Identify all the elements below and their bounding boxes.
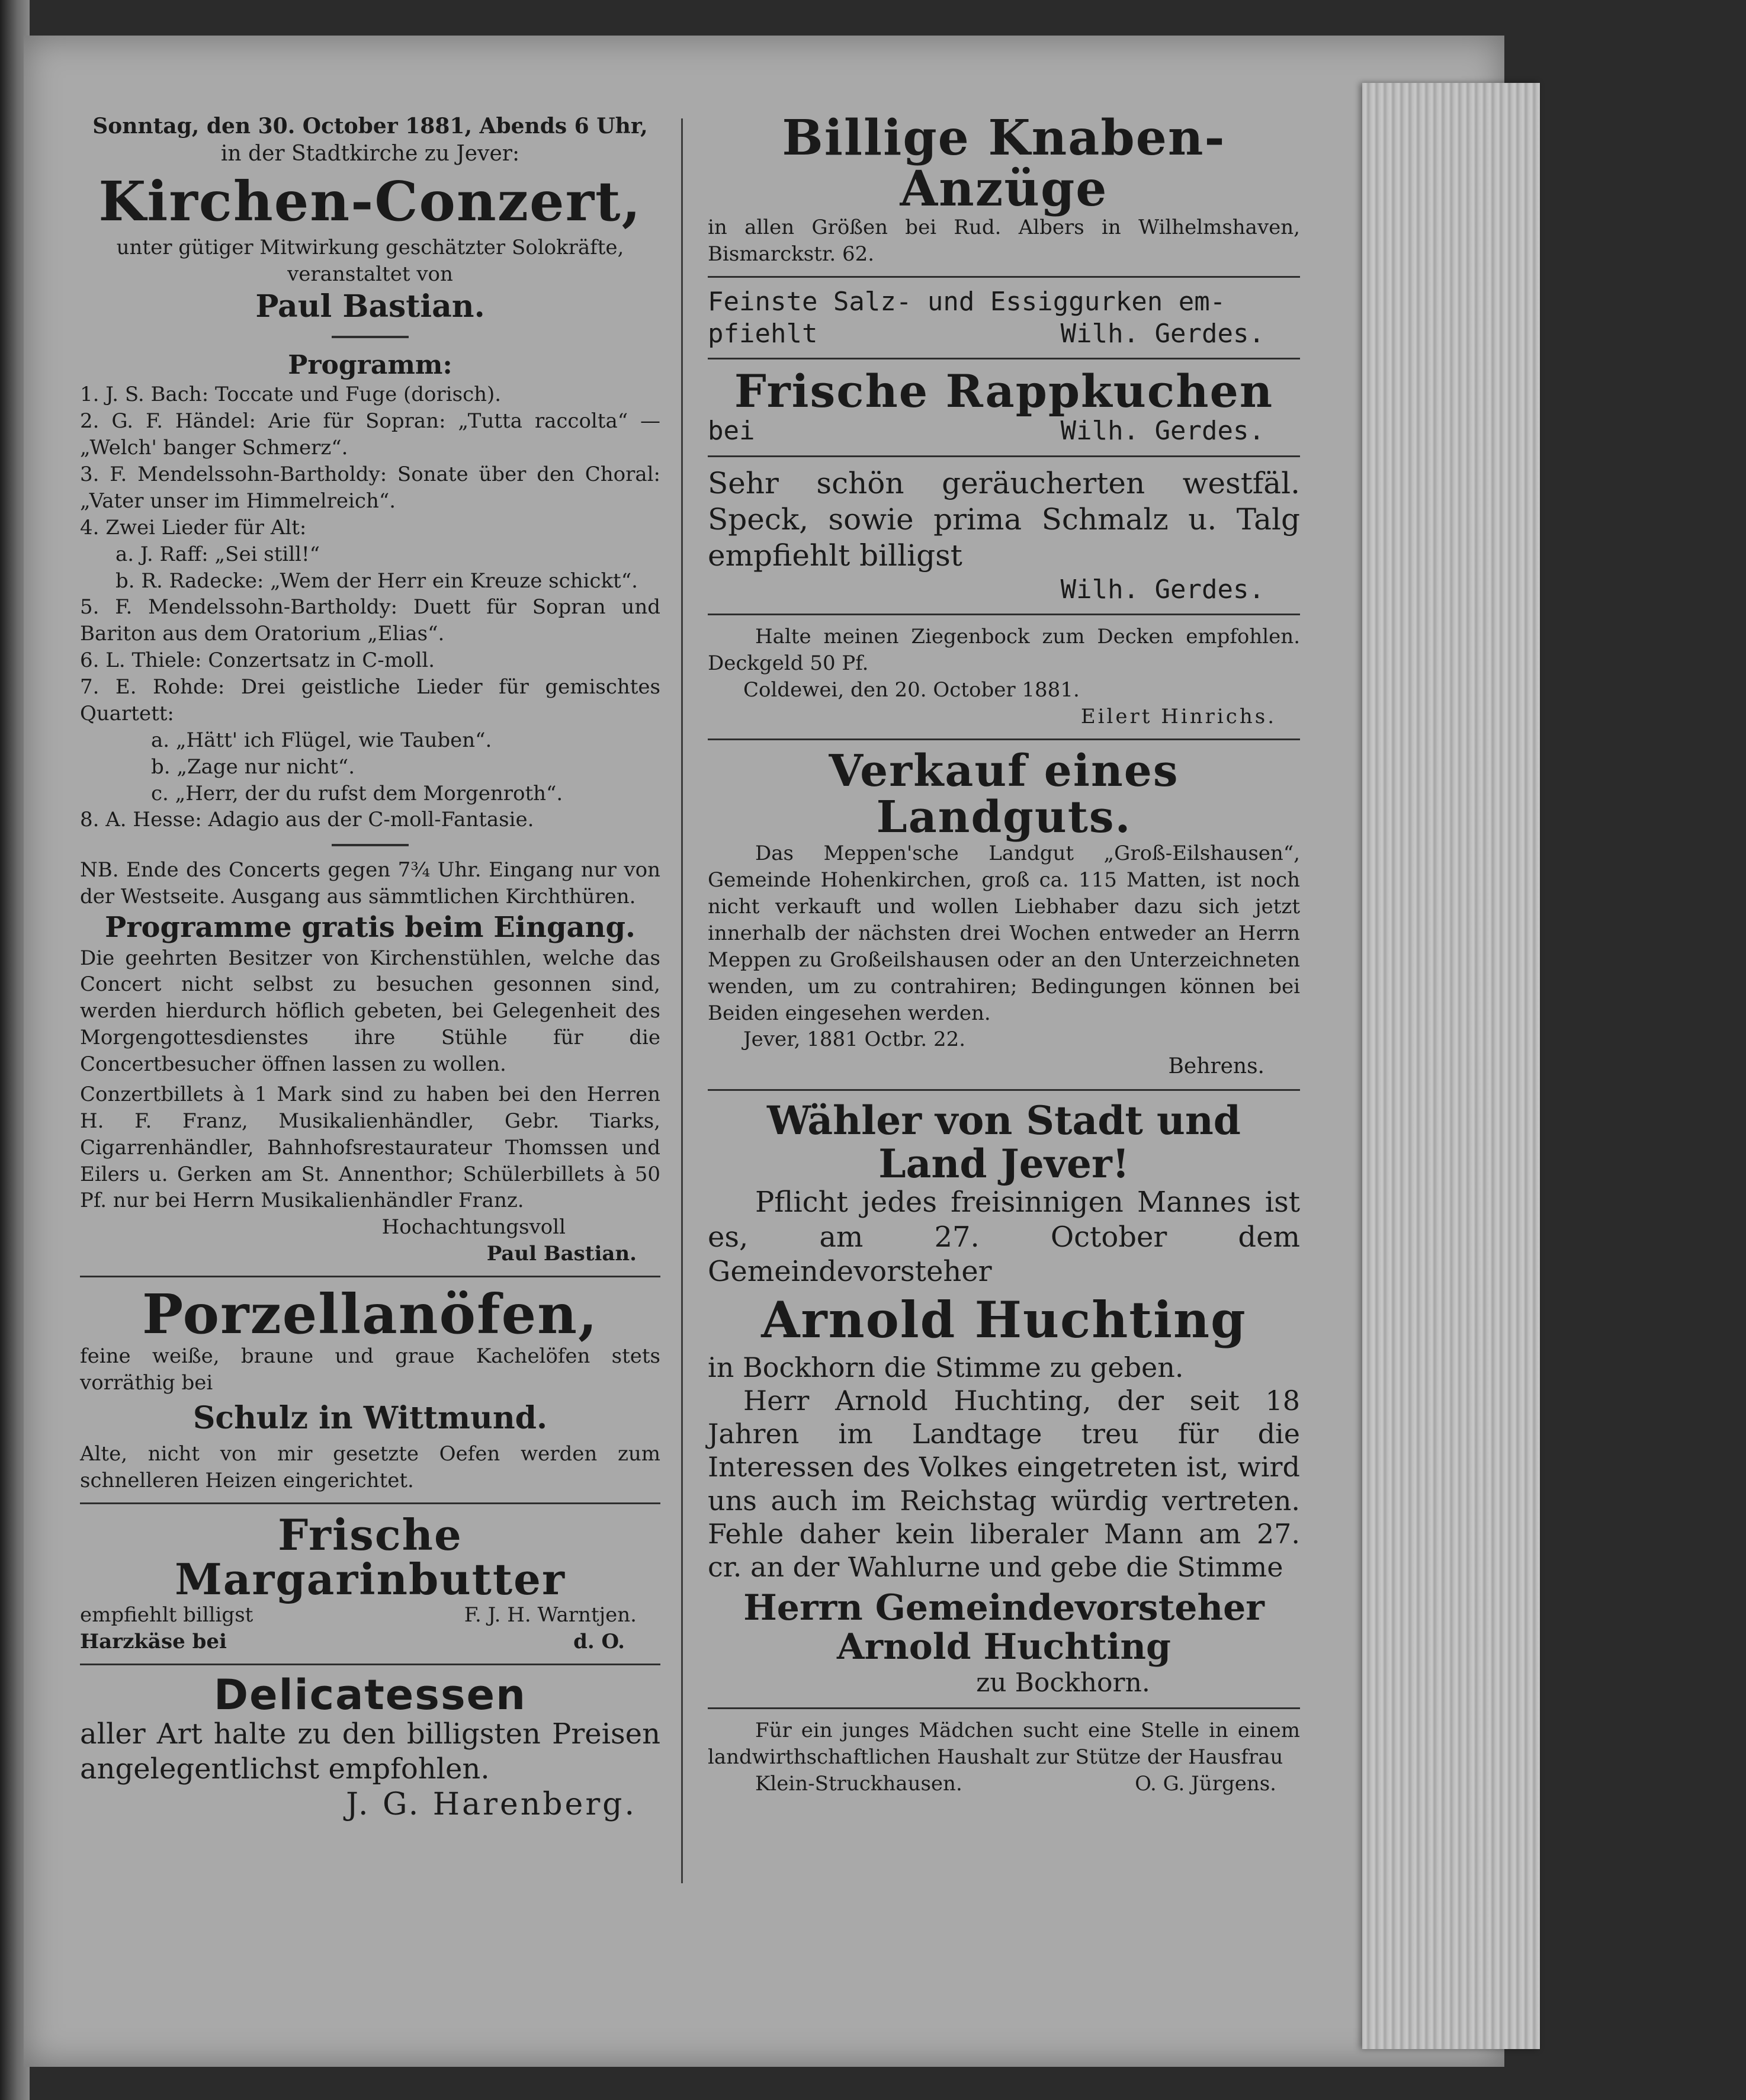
- landgut-place-date: Jever, 1881 Octbr. 22.: [743, 1027, 966, 1052]
- separator-rule: [708, 358, 1300, 359]
- delicatessen-title: Delicatessen: [214, 1670, 527, 1719]
- gurken-line1: Feinste Salz- und Essiggurken em-: [708, 286, 1226, 317]
- knaben-text: in allen Größen bei Rud. Albers in Wilhelmshaven, Bismarckstr. 62.: [708, 216, 1300, 266]
- concert-nb: NB. Ende des Concerts gegen 7¾ Uhr. Eingang nur von der Westseite. Ausgang aus sämmtlichen Kirchthüren.: [80, 858, 660, 909]
- landgut-text: Das Meppen'sche Landgut „Groß-Eilshausen“, Gemeinde Hohenkirchen, groß ca. 115 Matten, ist noch nicht verkauft und wollen Liebhaber dazu sich jetzt innerhalb der nächsten drei Wochen entweder an Herrn Meppen zu Großeilshausen oder an den Unterzeichneten wenden, um zu contrahiren; Bedingungen können bei Beiden eingesehen werden.: [708, 842, 1300, 1025]
- separator-rule: [708, 738, 1300, 740]
- knaben-title: Billige Knaben-Anzüge: [782, 110, 1226, 218]
- programme-gratis: Programme gratis beim Eingang.: [105, 911, 636, 944]
- maedchen-ad: [708, 1717, 1300, 1797]
- waehler-title1: Wähler von Stadt und: [767, 1097, 1241, 1144]
- separator-rule: [708, 614, 1300, 615]
- waehler-name: Arnold Huchting: [761, 1290, 1247, 1349]
- porzellan-seller: Schulz in Wittmund.: [192, 1400, 548, 1437]
- short-rule: [332, 336, 409, 338]
- waehler-closing3: zu Bockhorn.: [976, 1667, 1150, 1698]
- concert-sub1: unter gütiger Mitwirkung geschätzter Solokräfte,: [116, 236, 624, 260]
- concert-place-line: in der Stadtkirche zu Jever:: [220, 141, 520, 166]
- speck-seller: Wilh. Gerdes.: [1060, 574, 1264, 605]
- speck-text: Sehr schön geräucherten westfäl. Speck, sowie prima Schmalz u. Talg empfiehlt billigst: [708, 465, 1300, 573]
- waehler-text3: Herr Arnold Huchting, der seit 18 Jahren im Landtage treu für die Interessen des Volkes eingetreten ist, wird uns auch im Reichstag würdig vertreten. Fehle daher kein liberaler Mann am 27. cr. an der Wahlurne und gebe die Stimme: [708, 1385, 1300, 1583]
- rappkuchen-line-right: Wilh. Gerdes.: [1060, 416, 1264, 447]
- program-item: 7. E. Rohde: Drei geistliche Lieder für gemischtes Quartett:: [80, 675, 660, 725]
- program-item: 1. J. S. Bach: Toccate und Fuge (dorisch).: [80, 383, 502, 407]
- margarine-line2-right: d. O.: [573, 1629, 625, 1653]
- maedchen-signature: O. G. Jürgens.: [1135, 1771, 1276, 1796]
- book-page-edges: [1362, 83, 1540, 2049]
- speck-ad: [708, 465, 1300, 606]
- separator-rule: [80, 1664, 660, 1665]
- program-item: 8. A. Hesse: Adagio aus der C-moll-Fantasie.: [80, 808, 534, 832]
- rappkuchen-ad: [708, 365, 1300, 447]
- gurken-line2-right: Wilh. Gerdes.: [1060, 318, 1264, 349]
- concert-owners-text: Die geehrten Besitzer von Kirchenstühlen, welche das Concert nicht selbst zu besuchen gesonnen sind, werden hierdurch höflich gebeten, bei Gelegenheit des Morgengottesdienstes ihre Stühle für die Concertbesucher öffnen lassen zu wollen.: [80, 946, 660, 1077]
- rappkuchen-title: Frische Rappkuchen: [734, 365, 1274, 418]
- program-item: 5. F. Mendelssohn-Bartholdy: Duett für Sopran und Bariton aus dem Oratorium „Elias“.: [80, 595, 660, 646]
- ziegenbock-ad: [708, 624, 1300, 730]
- right-column: [708, 110, 1300, 1797]
- program-subitem: b. R. Radecke: „Wem der Herr ein Kreuze schickt“.: [115, 569, 638, 593]
- left-column: [80, 113, 660, 1824]
- program-item: 4. Zwei Lieder für Alt:: [80, 515, 307, 540]
- gurken-line2: [708, 318, 1300, 350]
- separator-rule: [708, 1707, 1300, 1709]
- program-item: 3. F. Mendelssohn-Bartholdy: Sonate über den Choral: „Vater unser im Himmelreich“.: [80, 463, 660, 513]
- program-subitem: b. „Zage nur nicht“.: [151, 754, 355, 779]
- delicatessen-ad: [80, 1670, 660, 1824]
- separator-rule: [708, 1089, 1300, 1091]
- program-subitem: a. „Hätt' ich Flügel, wie Tauben“.: [151, 728, 492, 752]
- maedchen-place: Klein-Struckhausen.: [755, 1771, 962, 1796]
- margarine-title: Frische Margarinbutter: [175, 1509, 566, 1605]
- separator-rule: [80, 1276, 660, 1277]
- ziegenbock-signature: Eilert Hinrichs.: [1080, 705, 1276, 729]
- landgut-ad: [708, 745, 1300, 1081]
- separator-rule: [708, 455, 1300, 457]
- margarine-line2: [80, 1629, 660, 1655]
- margarine-ad: [80, 1509, 660, 1655]
- margarine-line1-right: F. J. H. Warntjen.: [464, 1603, 637, 1627]
- separator-rule: [80, 1502, 660, 1504]
- rappkuchen-line-left: bei: [708, 416, 755, 447]
- waehler-ad: [708, 1099, 1300, 1699]
- waehler-text2: in Bockhorn die Stimme zu geben.: [708, 1351, 1184, 1384]
- rappkuchen-line: [708, 415, 1300, 447]
- concert-signature: Paul Bastian.: [486, 1242, 637, 1266]
- margarine-line1: [80, 1602, 660, 1629]
- separator-rule: [708, 276, 1300, 278]
- concert-title: Kirchen-Conzert,: [98, 169, 642, 233]
- ziegenbock-place-date: Coldewei, den 20. October 1881.: [743, 678, 1080, 702]
- margarine-line1-left: empfiehlt billigst: [80, 1603, 253, 1627]
- knaben-ad: [708, 110, 1300, 268]
- margarine-line2-left: Harzkäse bei: [80, 1629, 227, 1653]
- concert-date-line: Sonntag, den 30. October 1881, Abends 6 Uhr,: [92, 114, 648, 139]
- concert-organizer: Paul Bastian.: [255, 288, 485, 325]
- delicatessen-text: aller Art halte zu den billigsten Preisen angelegentlichst empfohlen.: [80, 1717, 660, 1786]
- landgut-signature: Behrens.: [1168, 1054, 1264, 1079]
- waehler-closing1: Herrn Gemeindevorsteher: [743, 1587, 1264, 1629]
- program-list: [80, 381, 660, 833]
- porzellan-title: Porzellanöfen,: [142, 1282, 599, 1347]
- gurken-line2-left: pfiehlt: [708, 318, 818, 349]
- delicatessen-seller: J. G. Harenberg.: [346, 1787, 637, 1823]
- program-item: 6. L. Thiele: Conzertsatz in C-moll.: [80, 648, 435, 673]
- concert-ad: [80, 113, 660, 1267]
- porzellan-text: feine weiße, braune und graue Kachelöfen stets vorräthig bei: [80, 1344, 660, 1395]
- program-subitem: c. „Herr, der du rufst dem Morgenroth“.: [151, 781, 563, 805]
- porzellan-note: Alte, nicht von mir gesetzte Oefen werden zum schnelleren Heizen eingerichtet.: [80, 1441, 660, 1492]
- program-subitem: a. J. Raff: „Sei still!“: [115, 542, 320, 566]
- ziegenbock-text: Halte meinen Ziegenbock zum Decken empfohlen. Deckgeld 50 Pf.: [708, 625, 1300, 676]
- waehler-closing2: Arnold Huchting: [837, 1626, 1171, 1668]
- short-rule: [332, 844, 409, 846]
- program-heading: Programm:: [288, 350, 452, 381]
- column-divider: [681, 118, 683, 1883]
- program-item: 2. G. F. Händel: Arie für Sopran: „Tutta raccolta“ — „Welch' banger Schmerz“.: [80, 409, 660, 460]
- maedchen-footer: [708, 1771, 1300, 1797]
- concert-closing: Hochachtungsvoll: [381, 1215, 566, 1240]
- concert-sub2: veranstaltet von: [287, 262, 453, 287]
- concert-tickets-text: Conzertbillets à 1 Mark sind zu haben bei den Herren H. F. Franz, Musikalienhändler, Gebr. Tiarks, Cigarrenhändler, Bahnhofsrestaurateur Thomssen und Eilers u. Gerken am St. Annenthor; Schülerbillets à 50 Pf. nur bei Herrn Musikalienhändler Franz.: [80, 1082, 660, 1213]
- porzellan-ad: [80, 1282, 660, 1494]
- gurken-ad: [708, 286, 1300, 349]
- waehler-text1: Pflicht jedes freisinnigen Mannes ist es, am 27. October dem Gemeindevorsteher: [708, 1186, 1300, 1289]
- maedchen-text: Für ein junges Mädchen sucht eine Stelle in einem landwirthschaftlichen Haushalt zur Stütze der Hausfrau: [708, 1718, 1300, 1769]
- waehler-title2: Land Jever!: [878, 1140, 1129, 1187]
- landgut-title: Verkauf eines Landguts.: [829, 745, 1179, 843]
